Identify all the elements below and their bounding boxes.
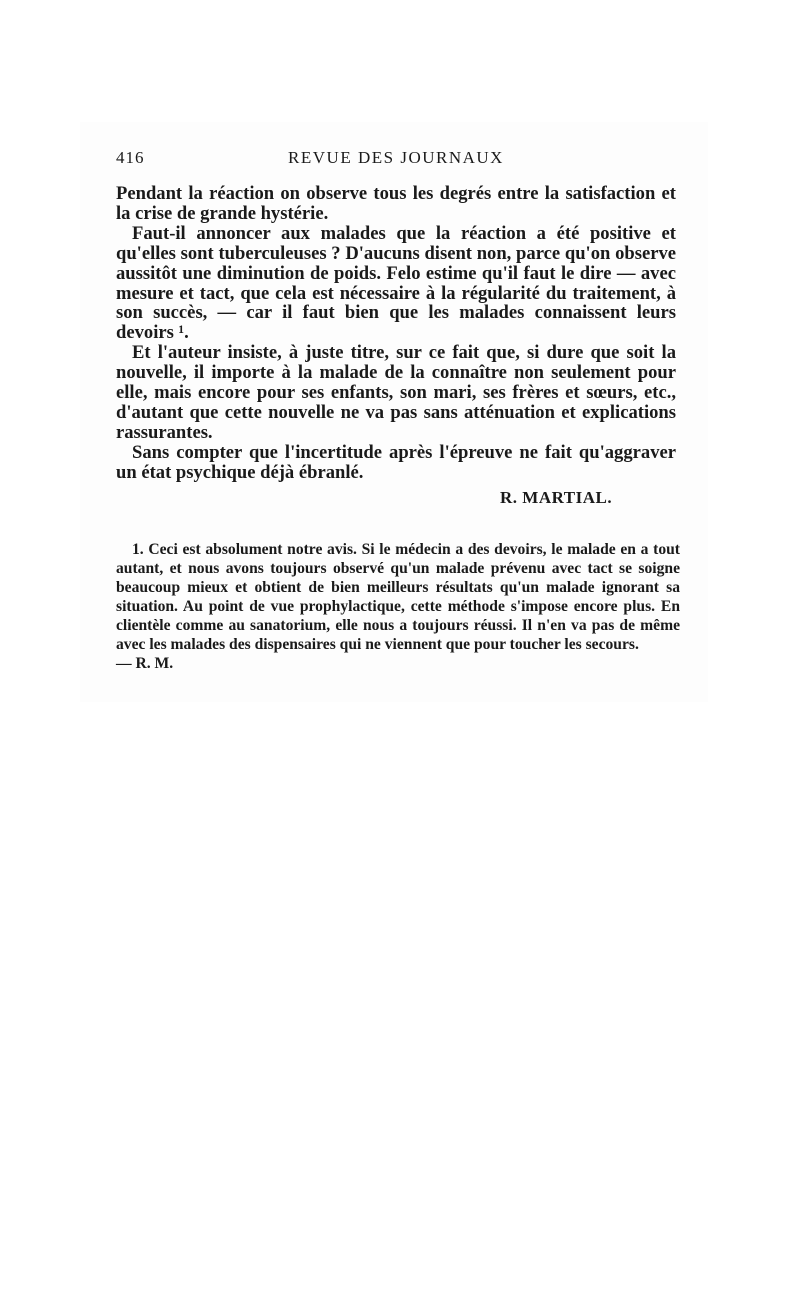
footnote-body: 1. Ceci est absolument notre avis. Si le médecin a des devoirs, le malade en a tout autant, et nous avons toujours observé qu'un malade prévenu avec tact se soigne beaucoup mieux et obtient de bien meilleurs résultats qu'un malade ignorant sa situation. Au point de vue prophylactique, cette méthode s'impose encore plus. En clientèle comme au sanatorium, elle nous a toujours réussi. Il n'en va pas de même avec les malades des dispensaires qui ne viennent que pour toucher les secours. <box>116 541 680 653</box>
footnote <box>116 540 680 673</box>
paragraph-2: Faut-il annoncer aux malades que la réaction a été positive et qu'elles sont tuberculeuses ? D'aucuns disent non, parce qu'on observe aussitôt une diminution de poids. Felo estime qu'il faut le dire — avec mesure et tact, que cela est nécessaire à la régularité du traitement, à son succès, — car il faut bien que les malades connaissent leurs devoirs ¹. <box>116 222 676 344</box>
journal-title: REVUE DES JOURNAUX <box>288 148 504 167</box>
running-head <box>116 148 676 172</box>
paragraph-4: Sans compter que l'incertitude après l'épreuve ne fait qu'aggraver un état psychique déjà ébranlé. <box>116 441 676 483</box>
footnote-signature: — R. M. <box>116 655 174 672</box>
footnote-text <box>116 540 680 673</box>
paragraph-3: Et l'auteur insiste, à juste titre, sur ce fait que, si dure que soit la nouvelle, il importe à la malade de la connaître non seulement pour elle, mais encore pour ses enfants, son mari, ses frères et sœurs, etc., d'autant que cette nouvelle ne va pas sans atténuation et explications rassurantes. <box>116 342 676 443</box>
body-text <box>116 184 676 483</box>
author-signature: R. MARTIAL. <box>500 488 613 507</box>
paragraph-1: Pendant la réaction on observe tous les degrés entre la satisfaction et la crise de grande hystérie. <box>116 183 676 224</box>
page-number: 416 <box>116 148 145 167</box>
